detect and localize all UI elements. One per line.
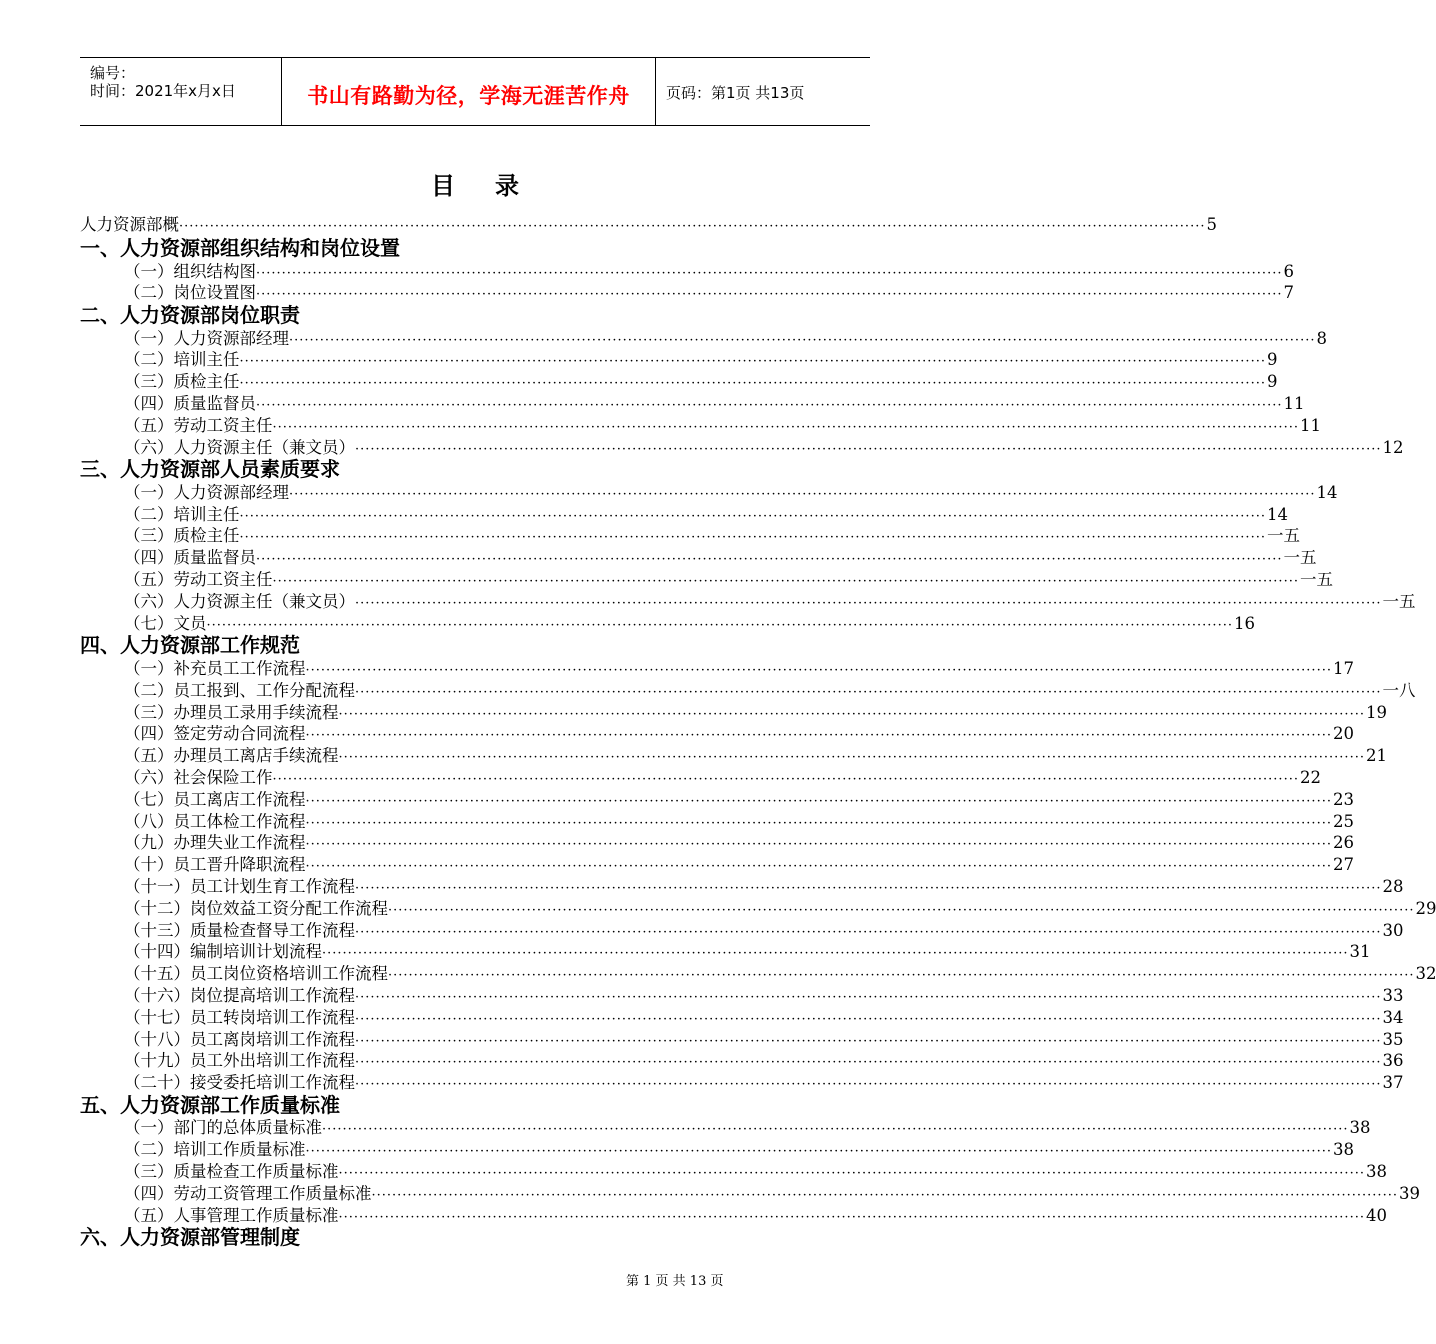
toc-entry-label: （一）部门的总体质量标准	[124, 1118, 322, 1138]
toc-leader-dots: ········································································································································································································	[239, 508, 1266, 524]
toc-entry[interactable]	[80, 832, 1354, 854]
toc-entry-label: （十九）员工外出培训工作流程	[124, 1051, 355, 1071]
toc-entry[interactable]	[80, 1007, 1404, 1029]
toc-entry[interactable]	[80, 437, 1404, 459]
toc-page-number: 35	[1382, 1029, 1404, 1049]
toc-page-number: 39	[1398, 1183, 1420, 1203]
toc-page-number: 37	[1382, 1073, 1404, 1093]
toc-entry[interactable]	[80, 371, 1278, 393]
header-motto: 书山有路勤为径，学海无涯苦作舟	[307, 84, 630, 108]
table-of-contents	[80, 212, 1436, 1250]
toc-page-number: 19	[1365, 702, 1387, 722]
toc-page-number: 33	[1382, 985, 1404, 1005]
toc-leader-dots: ········································································································································································································	[239, 354, 1266, 370]
toc-entry-label: （二十）接受委托培训工作流程	[124, 1073, 355, 1093]
toc-entry-label: 人力资源部概	[80, 215, 179, 234]
header-page-info: 页码：第1页 共13页	[666, 84, 805, 102]
page-footer: 第 1 页 共 13 页	[626, 1274, 724, 1289]
toc-page-number: 30	[1382, 920, 1404, 940]
toc-page-number: 9	[1266, 372, 1278, 392]
toc-leader-dots: ········································································································································································································	[388, 902, 1415, 918]
toc-section-heading[interactable]	[80, 304, 740, 328]
toc-section-heading[interactable]	[80, 1226, 740, 1250]
toc-leader-dots: ········································································································································································································	[289, 486, 1316, 502]
toc-page-number: 一八	[1382, 680, 1416, 700]
toc-page-number: 一五	[1266, 526, 1300, 546]
toc-section-label: 一、人力资源部组织结构和岗位设置	[80, 236, 400, 260]
toc-page-number: 31	[1349, 942, 1371, 962]
toc-leader-dots: ········································································································································································································	[322, 1122, 1349, 1138]
toc-entry[interactable]	[80, 1161, 1387, 1183]
page-header	[80, 57, 870, 126]
toc-leader-dots: ········································································································································································································	[256, 265, 1283, 281]
page-title-char-2: 录	[495, 172, 519, 200]
toc-entry-label: （三）质检主任	[124, 372, 240, 392]
toc-page-number: 23	[1332, 789, 1354, 809]
toc-entry[interactable]	[80, 702, 1387, 724]
toc-page-number: 40	[1365, 1205, 1387, 1225]
toc-section-label: 六、人力资源部管理制度	[80, 1225, 300, 1250]
toc-leader-dots: ········································································································································································································	[355, 1077, 1382, 1093]
toc-entry-label: （六）人力资源主任（兼文员）	[124, 437, 355, 457]
toc-entry-label: （十一）员工计划生育工作流程	[124, 876, 355, 896]
toc-entry-label: （四）质量监督员	[124, 393, 256, 413]
toc-page-number: 36	[1382, 1051, 1404, 1071]
toc-entry-label: （六）社会保险工作	[124, 767, 273, 787]
toc-leader-dots: ········································································································································································································	[355, 924, 1382, 940]
toc-entry-label: （九）办理失业工作流程	[124, 833, 306, 853]
toc-entry[interactable]	[80, 941, 1371, 963]
toc-entry[interactable]	[80, 1117, 1371, 1139]
toc-entry-label: （二）培训工作质量标准	[124, 1140, 306, 1160]
toc-entry[interactable]	[80, 658, 1354, 680]
toc-entry-label: （五）办理员工离店手续流程	[124, 746, 339, 766]
toc-leader-dots: ········································································································································································································	[355, 880, 1382, 896]
toc-section-heading[interactable]	[80, 634, 740, 658]
toc-leader-dots: ········································································································································································································	[239, 376, 1266, 392]
toc-entry[interactable]	[80, 1205, 1387, 1227]
toc-entry-label: （七）员工离店工作流程	[124, 789, 306, 809]
toc-entry-label: （七）文员	[124, 613, 207, 633]
toc-entry[interactable]	[80, 723, 1354, 745]
toc-leader-dots: ········································································································································································································	[272, 771, 1299, 787]
toc-page-number: 14	[1266, 504, 1288, 524]
toc-leader-dots: ········································································································································································································	[355, 989, 1382, 1005]
toc-leader-dots: ········································································································································································································	[179, 219, 1206, 234]
toc-entry-label: （十四）编制培训计划流程	[124, 942, 322, 962]
toc-page-number: 5	[1206, 215, 1217, 234]
toc-entry-label: （十六）岗位提高培训工作流程	[124, 985, 355, 1005]
toc-leader-dots: ········································································································································································································	[338, 1209, 1365, 1225]
toc-entry[interactable]	[80, 282, 1294, 304]
toc-entry[interactable]	[80, 1029, 1404, 1051]
toc-page-number: 34	[1382, 1007, 1404, 1027]
toc-leader-dots: ········································································································································································································	[338, 1165, 1365, 1181]
toc-leader-dots: ········································································································································································································	[338, 706, 1365, 722]
toc-entry-label: （二）培训主任	[124, 504, 240, 524]
toc-page-number: 16	[1233, 613, 1255, 633]
toc-leader-dots: ········································································································································································································	[305, 837, 1332, 853]
toc-leader-dots: ········································································································································································································	[322, 946, 1349, 962]
toc-entry-label: （十七）员工转岗培训工作流程	[124, 1007, 355, 1027]
toc-entry[interactable]	[80, 328, 1327, 350]
toc-page-number: 一五	[1299, 570, 1333, 590]
toc-entry[interactable]	[80, 680, 1416, 702]
page-title	[0, 166, 950, 201]
toc-leader-dots: ········································································································································································································	[305, 815, 1332, 831]
toc-entry[interactable]	[80, 1072, 1404, 1094]
toc-leader-dots: ········································································································································································································	[256, 287, 1283, 303]
toc-entry-label: （八）员工体检工作流程	[124, 811, 306, 831]
toc-entry[interactable]	[80, 985, 1404, 1007]
toc-entry-label: （十二）岗位效益工资分配工作流程	[124, 898, 388, 918]
toc-page-number: 一五	[1382, 591, 1416, 611]
toc-leader-dots: ········································································································································································································	[355, 441, 1382, 457]
toc-page-number: 32	[1415, 964, 1436, 984]
toc-leader-dots: ········································································································································································································	[272, 419, 1299, 435]
toc-leader-dots: ········································································································································································································	[305, 1144, 1332, 1160]
toc-entry-label: （六）人力资源主任（兼文员）	[124, 591, 355, 611]
toc-entry[interactable]	[80, 1183, 1420, 1205]
toc-entry-label: （十）员工晋升降职流程	[124, 855, 306, 875]
toc-entry[interactable]	[80, 854, 1354, 876]
toc-page-number: 12	[1382, 437, 1404, 457]
toc-entry-label: （五）劳动工资主任	[124, 570, 273, 590]
toc-page-number: 27	[1332, 855, 1354, 875]
toc-entry[interactable]	[80, 525, 1300, 547]
toc-section-label: 五、人力资源部工作质量标准	[80, 1092, 340, 1117]
toc-leader-dots: ········································································································································································································	[289, 332, 1316, 348]
toc-entry-label: （三）办理员工录用手续流程	[124, 702, 339, 722]
toc-entry[interactable]	[80, 393, 1305, 415]
toc-page-number: 20	[1332, 724, 1354, 744]
toc-entry-label: （一）人力资源部经理	[124, 482, 289, 502]
toc-entry-label: （十五）员工岗位资格培训工作流程	[124, 964, 388, 984]
toc-leader-dots: ········································································································································································································	[355, 595, 1382, 611]
toc-page-number: 14	[1316, 482, 1338, 502]
toc-page-number: 38	[1332, 1140, 1354, 1160]
toc-entry-label: （三）质量检查工作质量标准	[124, 1161, 339, 1181]
toc-leader-dots: ········································································································································································································	[272, 574, 1299, 590]
toc-entry-label: （三）质检主任	[124, 526, 240, 546]
toc-entry-label: （二）培训主任	[124, 350, 240, 370]
toc-entry[interactable]	[80, 898, 1436, 920]
toc-page-number: 9	[1266, 350, 1278, 370]
toc-page-number: 一五	[1283, 548, 1317, 568]
toc-page-number: 11	[1299, 415, 1321, 435]
toc-entry-label: （一）补充员工工作流程	[124, 658, 306, 678]
toc-entry[interactable]	[80, 415, 1321, 437]
toc-section-heading[interactable]	[80, 458, 740, 482]
toc-leader-dots: ········································································································································································································	[256, 397, 1283, 413]
toc-leader-dots: ········································································································································································································	[355, 1033, 1382, 1049]
toc-leader-dots: ········································································································································································································	[388, 968, 1415, 984]
toc-entry[interactable]	[80, 349, 1278, 371]
toc-page-number: 21	[1365, 746, 1387, 766]
toc-entry[interactable]	[80, 1050, 1404, 1072]
toc-entry[interactable]	[80, 811, 1354, 833]
toc-leader-dots: ········································································································································································································	[239, 530, 1266, 546]
toc-page-number: 8	[1316, 328, 1327, 348]
toc-leader-dots: ········································································································································································································	[256, 552, 1283, 568]
toc-page-number: 38	[1349, 1118, 1371, 1138]
toc-leader-dots: ········································································································································································································	[206, 617, 1233, 633]
toc-page-number: 17	[1332, 658, 1354, 678]
toc-entry[interactable]	[80, 613, 1255, 635]
toc-page-number: 38	[1365, 1161, 1387, 1181]
toc-page-number: 6	[1283, 261, 1294, 281]
toc-entry-label: （一）组织结构图	[124, 261, 256, 281]
toc-entry-label: （五）劳动工资主任	[124, 415, 273, 435]
toc-entry[interactable]	[80, 547, 1317, 569]
toc-entry[interactable]	[80, 482, 1338, 504]
toc-entry[interactable]	[80, 920, 1404, 942]
toc-leader-dots: ········································································································································································································	[305, 662, 1332, 678]
toc-leader-dots: ········································································································································································································	[355, 1011, 1382, 1027]
toc-entry[interactable]	[80, 591, 1416, 613]
toc-entry-label: （四）劳动工资管理工作质量标准	[124, 1183, 372, 1203]
header-page-cell	[656, 58, 870, 125]
toc-entry-label: （四）签定劳动合同流程	[124, 724, 306, 744]
toc-leader-dots: ········································································································································································································	[355, 1055, 1382, 1071]
toc-entry[interactable]	[80, 963, 1436, 985]
toc-entry-label: （十三）质量检查督导工作流程	[124, 920, 355, 940]
toc-leader-dots: ········································································································································································································	[305, 859, 1332, 875]
toc-page-number: 25	[1332, 811, 1354, 831]
toc-leader-dots: ········································································································································································································	[371, 1187, 1398, 1203]
toc-entry[interactable]	[80, 876, 1404, 898]
toc-section-label: 二、人力资源部岗位职责	[80, 303, 300, 328]
toc-entry-label: （五）人事管理工作质量标准	[124, 1205, 339, 1225]
toc-page-number: 11	[1283, 393, 1305, 413]
toc-page-number: 26	[1332, 833, 1354, 853]
toc-entry[interactable]	[80, 261, 1294, 283]
toc-entry[interactable]	[80, 1139, 1354, 1161]
toc-page-number: 29	[1415, 898, 1436, 918]
toc-entry[interactable]	[80, 212, 1217, 237]
toc-leader-dots: ········································································································································································································	[355, 684, 1382, 700]
toc-section-label: 三、人力资源部人员素质要求	[80, 457, 340, 482]
toc-entry[interactable]	[80, 569, 1333, 591]
page-title-char-1: 目	[431, 172, 455, 200]
toc-entry-label: （十八）员工离岗培训工作流程	[124, 1029, 355, 1049]
toc-section-heading[interactable]	[80, 1094, 740, 1118]
toc-entry-label: （一）人力资源部经理	[124, 328, 289, 348]
toc-entry-label: （四）质量监督员	[124, 548, 256, 568]
toc-page-number: 28	[1382, 876, 1404, 896]
toc-leader-dots: ········································································································································································································	[305, 793, 1332, 809]
toc-page-number: 22	[1299, 767, 1321, 787]
toc-entry[interactable]	[80, 504, 1288, 526]
toc-section-label: 四、人力资源部工作规范	[80, 633, 300, 658]
toc-entry[interactable]	[80, 745, 1387, 767]
header-motto-cell	[282, 58, 656, 125]
toc-leader-dots: ········································································································································································································	[305, 728, 1332, 744]
toc-entry[interactable]	[80, 767, 1321, 789]
toc-leader-dots: ········································································································································································································	[338, 750, 1365, 766]
header-meta	[80, 58, 282, 125]
toc-section-heading[interactable]	[80, 237, 740, 261]
document-time-label: 时间：2021年x月x日	[90, 82, 236, 100]
toc-entry[interactable]	[80, 789, 1354, 811]
toc-entry-label: （二）员工报到、工作分配流程	[124, 680, 355, 700]
toc-entry-label: （二）岗位设置图	[124, 283, 256, 303]
document-number-label: 编号：	[90, 64, 136, 82]
toc-page-number: 7	[1283, 283, 1294, 303]
